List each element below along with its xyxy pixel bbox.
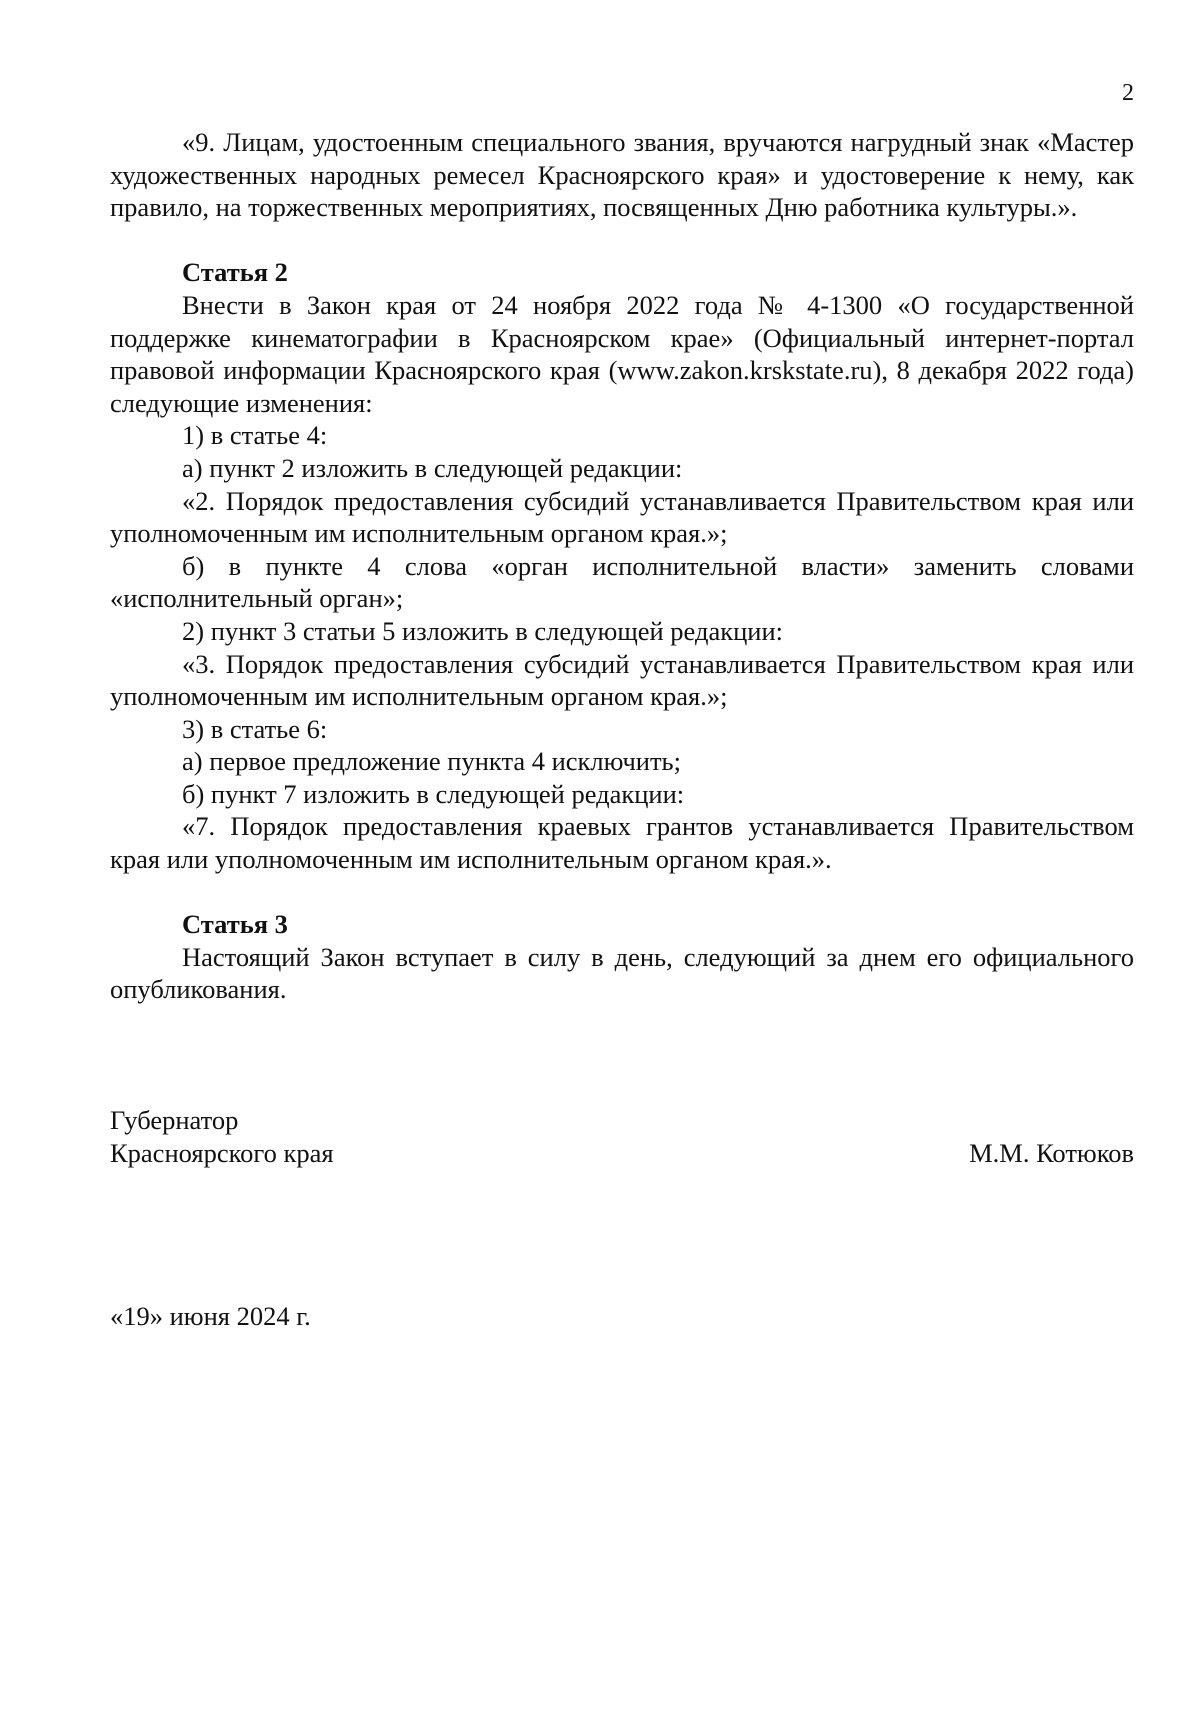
spacer — [110, 876, 1134, 909]
signatory-title-line-1: Губернатор — [110, 1105, 239, 1135]
article-2-paragraph-2: 1) в статье 4: — [182, 420, 328, 451]
article-3-heading: Статья 3 — [182, 909, 288, 940]
document-date: «19» июня 2024 г. — [110, 1301, 311, 1331]
article-2-paragraph-6: 2) пункт 3 статьи 5 изложить в следующей редакции: — [182, 615, 783, 646]
article-2-paragraph-4: «2. Порядок предоставления субсидий устанавливается Правительством края или уполномоченным им исполнительным органом края.»; — [110, 485, 1134, 549]
article-2-paragraph-11: «7. Порядок предоставления краевых грантов устанавливается Правительством края или уполномоченным им исполнительным органом края.». — [110, 811, 1134, 875]
article-2-paragraph-5: б) в пункте 4 слова «орган исполнительной власти» заменить словами «исполнительный орган»; — [110, 550, 1134, 614]
article-2-paragraph-1: Внести в Закон края от 24 ноября 2022 года № 4-1300 «О государственной поддержке кинематографии в Красноярском крае» (Официальный интернет-портал правовой информации Красноярского края (www.zakon.krskstate.ru), 8 декабря 2022 года) следующие изменения: — [110, 289, 1134, 418]
article-2-paragraph-3: а) пункт 2 изложить в следующей редакции: — [182, 452, 683, 483]
signatory-title-line-2: Красноярского края — [110, 1137, 334, 1168]
article-2-paragraph-9: а) первое предложение пункта 4 исключить; — [182, 746, 681, 777]
article-2-paragraph-10: б) пункт 7 изложить в следующей редакции: — [182, 778, 685, 809]
spacer — [110, 224, 1134, 257]
signatory-name: М.М. Котюков — [969, 1137, 1134, 1168]
article-2-paragraph-8: 3) в статье 6: — [182, 713, 328, 744]
signature-block — [110, 1104, 1134, 1169]
article-3-paragraph-1: Настоящий Закон вступает в силу в день, следующий за днем его официального опубликования. — [110, 941, 1134, 1005]
article-2-heading: Статья 2 — [182, 257, 288, 288]
intro-paragraph: «9. Лицам, удостоенным специального звания, вручаются нагрудный знак «Мастер художественных народных ремесел Красноярского края» и удостоверение к нему, как правило, на торжественных мероприятиях, посвященных Дню работника культуры.». — [110, 127, 1134, 223]
signature-row — [110, 1137, 1134, 1170]
document-body — [110, 126, 1134, 1006]
article-2-paragraph-7: «3. Порядок предоставления субсидий устанавливается Правительством края или уполномоченным им исполнительным органом края.»; — [110, 648, 1134, 712]
page-number: 2 — [1122, 80, 1134, 106]
